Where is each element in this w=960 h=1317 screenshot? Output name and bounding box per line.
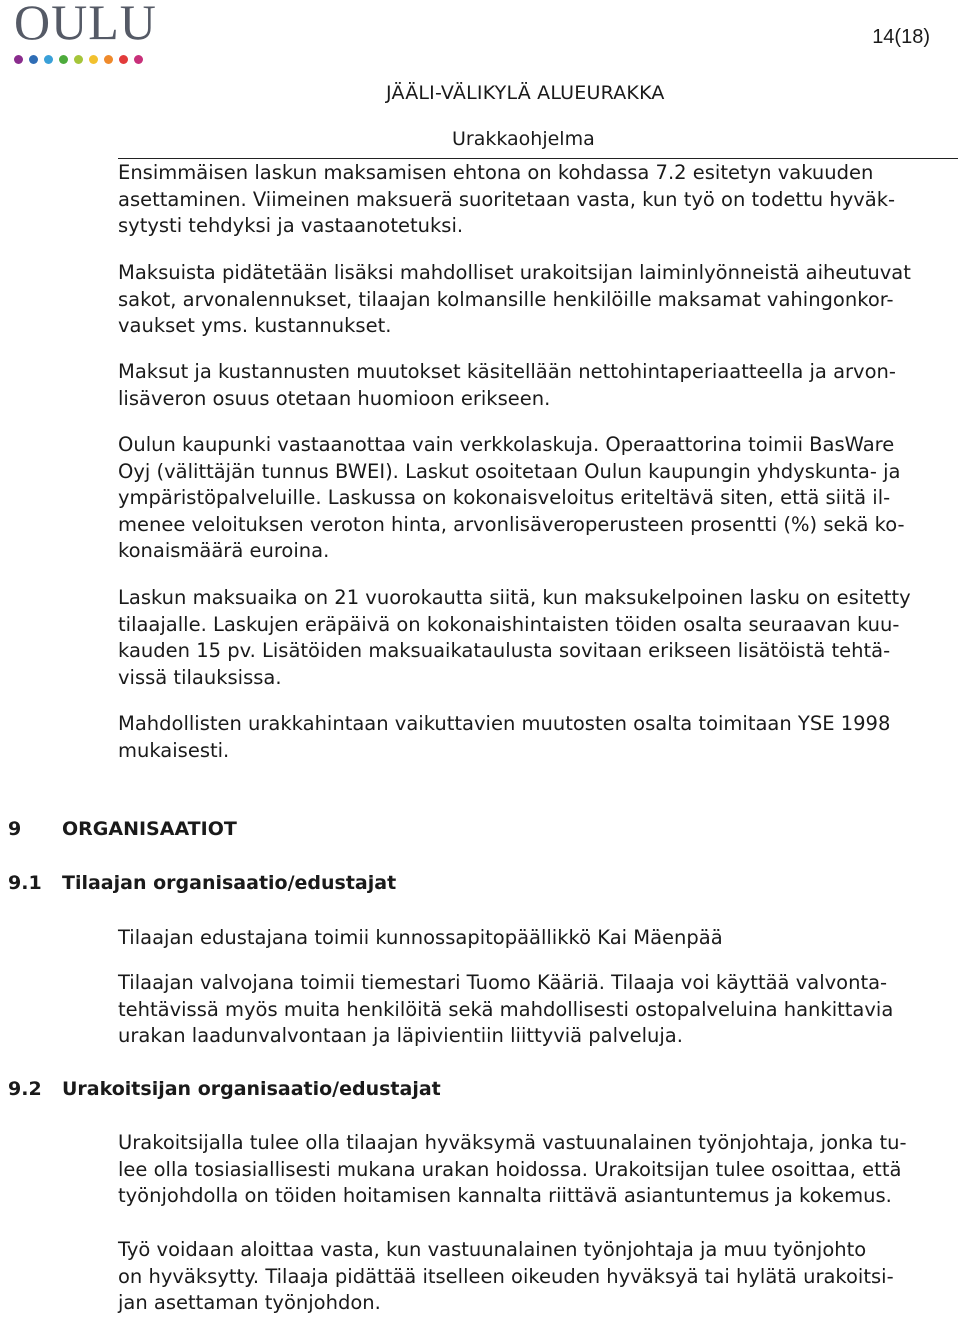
paragraph-e-invoicing: Oulun kaupunki vastaanottaa vain verkkolaskuja. Operaattorina toimii BasWare Oyj (välittäjän tunnus BWEI). Laskut osoitetaan Oulun kaupungin yhdyskunta- ja ympäristöpalveluille. Laskussa on kokonaisveloitus eriteltävä siten, että siitä il- menee veloituksen veroton hinta, arvonlisäveroperusteen prosentti (%) sekä ko- konaismäärä euroina. <box>118 433 905 562</box>
paragraph-client-representative: Tilaajan edustajana toimii kunnossapitopäällikkö Kai Mäenpää <box>118 926 723 949</box>
paragraph-price-changes: Mahdollisten urakkahintaan vaikuttavien muutosten osalta toimitaan YSE 1998 mukaisesti. <box>118 712 891 762</box>
paragraph-client-supervisor: Tilaajan valvojana toimii tiemestari Tuomo Kääriä. Tilaaja voi käyttää valvonta- tehtävissä myös muita henkilöitä sekä mahdollisesti ostopalveluina hankittavia urakan laadunvalvontaan ja läpivientiin liittyviä palveluja. <box>118 971 894 1047</box>
paragraph-first-invoice: Ensimmäisen laskun maksamisen ehtona on kohdassa 7.2 esitetyn vakuuden asettaminen. Viimeinen maksuerä suoritetaan vasta, kun työ on todettu hyväk- sytysti tehdyksi ja vastaanotetuksi. <box>118 161 896 237</box>
section-heading-9-1 <box>8 872 508 898</box>
logo-dot <box>134 55 143 64</box>
logo-dot <box>119 55 128 64</box>
logo-dot <box>104 55 113 64</box>
paragraph-net-pricing: Maksut ja kustannusten muutokset käsitellään nettohintaperiaatteella ja arvon- lisäveron osuus otetaan huomioon erikseen. <box>118 360 896 410</box>
paragraph-contractor-supervisor: Urakoitsijalla tulee olla tilaajan hyväksymä vastuunalainen työnjohtaja, jonka tu- lee olla tosiasiallisesti mukana urakan hoidossa. Urakoitsijan tulee osoittaa, että työnjohdolla on töiden hoitamisen kannalta riittävä asiantuntemus ja kokemus. <box>118 1131 907 1207</box>
section-number: 9.1 <box>8 872 42 894</box>
section-number: 9.2 <box>8 1078 42 1100</box>
logo-dot <box>14 55 23 64</box>
page-number: 14(18) <box>872 26 930 48</box>
paragraph-deductions: Maksuista pidätetään lisäksi mahdolliset urakoitsijan laiminlyönneistä aiheutuvat sakot, arvonalennukset, tilaajan kolmansille henkilöille maksamat vahingonkor- vaukset yms. kustannukset. <box>118 261 911 337</box>
section-heading-9 <box>8 818 408 844</box>
paragraph-payment-terms: Laskun maksuaika on 21 vuorokautta siitä, kun maksukelpoinen lasku on esitetty tilaajalle. Laskujen eräpäivä on kokonaishintaisten töiden osalta seuraavan kuu- kauden 15 pv. Lisätöiden maksuaikataulusta sovitaan erikseen lisätöistä tehtä- vissä tilauksissa. <box>118 586 911 689</box>
logo-dots <box>14 55 143 64</box>
logo-dot <box>89 55 98 64</box>
logo-dot <box>74 55 83 64</box>
paragraph-work-start: Työ voidaan aloittaa vasta, kun vastuunalainen työnjohtaja ja muu työnjohto on hyväksytty. Tilaaja pidättää itselleen oikeuden hyväksyä tai hylätä urakoitsi- jan asettaman työnjohdon. <box>118 1238 894 1314</box>
section-number: 9 <box>8 818 22 840</box>
logo-dot <box>59 55 68 64</box>
section-heading-9-2 <box>8 1078 508 1104</box>
logo-dot <box>29 55 38 64</box>
logo-dot <box>44 55 53 64</box>
oulu-logo <box>14 0 164 70</box>
section-title: Urakoitsijan organisaatio/edustajat <box>62 1078 441 1100</box>
document-title: JÄÄLI-VÄLIKYLÄ ALUEURAKKA <box>386 82 665 104</box>
header-divider <box>118 158 958 159</box>
section-title: ORGANISAATIOT <box>62 818 237 840</box>
document-subtitle: Urakkaohjelma <box>452 128 595 150</box>
logo-wordmark: OULU <box>14 0 157 50</box>
section-title: Tilaajan organisaatio/edustajat <box>62 872 397 894</box>
